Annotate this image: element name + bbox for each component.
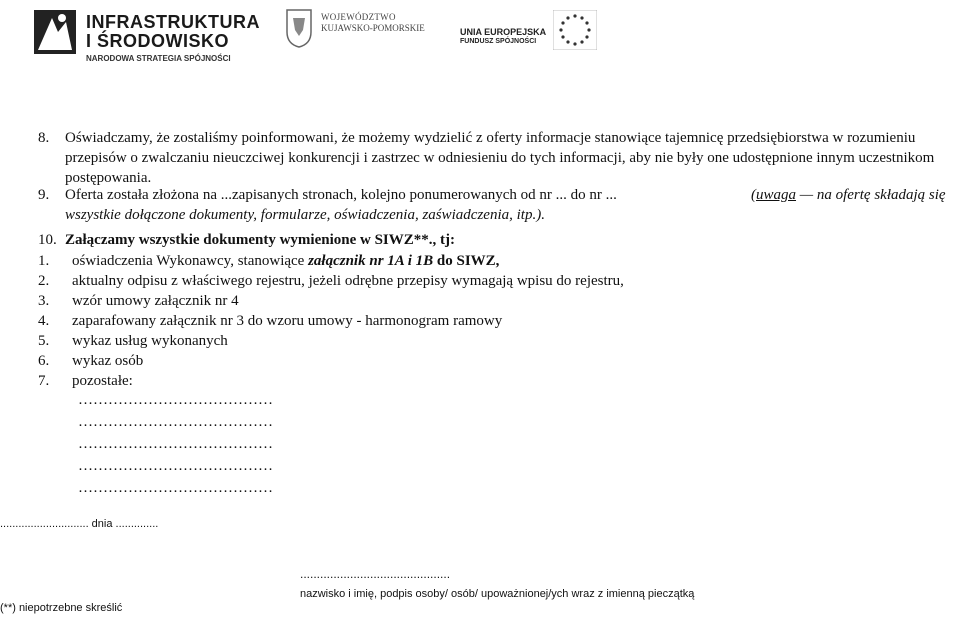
list-item-6-number: 6.: [38, 353, 50, 369]
coat-of-arms-icon: [285, 8, 313, 48]
list-item-1-number: 1.: [38, 253, 50, 269]
list-item-5: wykaz usług wykonanych: [72, 333, 228, 349]
list-item-3: wzór umowy załącznik nr 4: [72, 293, 239, 309]
list-item-7: pozostałe:: [72, 373, 133, 389]
dotted-line-2: …………………………………: [78, 414, 273, 430]
logo-text-unia: UNIA EUROPEJSKA: [460, 27, 547, 37]
signature-caption: nazwisko i imię, podpis osoby/ osób/ upoważnionej/ych wraz z imienną pieczątką: [300, 588, 695, 600]
page-header: [0, 0, 960, 80]
section-9-line-1: Oferta została złożona na ...zapisanych stronach, kolejno ponumerowanych od nr ... do nr ...: [65, 187, 617, 203]
section-10-number: 10.: [38, 232, 57, 248]
logo-text-fundusz: FUNDUSZ SPÓJNOŚCI: [460, 38, 537, 45]
infrastruktura-logo: [32, 4, 260, 68]
section-10-heading: Załączamy wszystkie dokumenty wymienione w SIWZ**., tj:: [65, 232, 455, 248]
footnote: (**) niepotrzebne skreślić: [0, 602, 123, 614]
list-item-7-number: 7.: [38, 373, 50, 389]
eu-logo: [460, 8, 600, 52]
wojewodztwo-logo: [285, 8, 445, 52]
list-item-1-attachment: załącznik nr 1A i 1B: [308, 253, 434, 269]
logo-text-kujawsko: KUJAWSKO-POMORSKIE: [321, 23, 425, 33]
dotted-line-3: …………………………………: [78, 436, 273, 452]
logo-text-wojewodztwo: WOJEWÓDZTWO: [321, 12, 396, 22]
section-9-number: 9.: [38, 187, 50, 203]
list-item-3-number: 3.: [38, 293, 50, 309]
section-8-line-1: Oświadczamy, że zostaliśmy poinformowani, że możemy wydzielić z oferty informacje stanowiące tajemnicę przedsiębiorstwa w rozumieniu: [65, 130, 916, 146]
section-8-line-3: postępowania.: [65, 170, 152, 186]
list-item-2-number: 2.: [38, 273, 50, 289]
list-item-4: zaparafowany załącznik nr 3 do wzoru umowy - harmonogram ramowy: [72, 313, 503, 329]
note-rest: — na ofertę składają się: [796, 187, 946, 203]
list-item-5-number: 5.: [38, 333, 50, 349]
list-item-4-number: 4.: [38, 313, 50, 329]
list-item-1-tail: do SIWZ,: [433, 253, 500, 269]
section-9-note: [751, 185, 946, 205]
logo-text-srodowisko: I ŚRODOWISKO: [86, 31, 230, 51]
list-item-1-text: oświadczenia Wykonawcy, stanowiące: [72, 253, 309, 269]
section-8-number: 8.: [38, 130, 50, 146]
place-date-line: ............................. dnia ..............: [0, 518, 159, 530]
logo-text-strategia: NARODOWA STRATEGIA SPÓJNOŚCI: [86, 54, 231, 63]
infrastruktura-emblem-icon: [32, 6, 78, 60]
logo-text-infrastruktura: INFRASTRUKTURA: [86, 12, 260, 32]
section-8-line-2: przepisów o zwalczaniu nieuczciwej konkurencji i zastrzec w odniesieniu do tych informacji, aby nie były one udostępnione innym uczestnikom: [65, 150, 935, 166]
dotted-line-1: …………………………………: [78, 392, 273, 408]
list-item-1: [72, 251, 499, 271]
dotted-line-4: …………………………………: [78, 458, 273, 474]
dotted-line-5: …………………………………: [78, 480, 273, 496]
list-item-2: aktualny odpisu z właściwego rejestru, jeżeli odrębne przepisy wymagają wpisu do rejestru,: [72, 273, 624, 289]
note-uwaga: uwaga: [756, 187, 797, 203]
eu-flag-icon: [553, 10, 597, 50]
note-open-paren: (: [751, 187, 756, 203]
section-9-line-2: wszystkie dołączone dokumenty, formularze, oświadczenia, zaświadczenia, itp.).: [65, 207, 545, 223]
list-item-6: wykaz osób: [72, 353, 144, 369]
signature-dots: .............................................: [300, 567, 451, 581]
